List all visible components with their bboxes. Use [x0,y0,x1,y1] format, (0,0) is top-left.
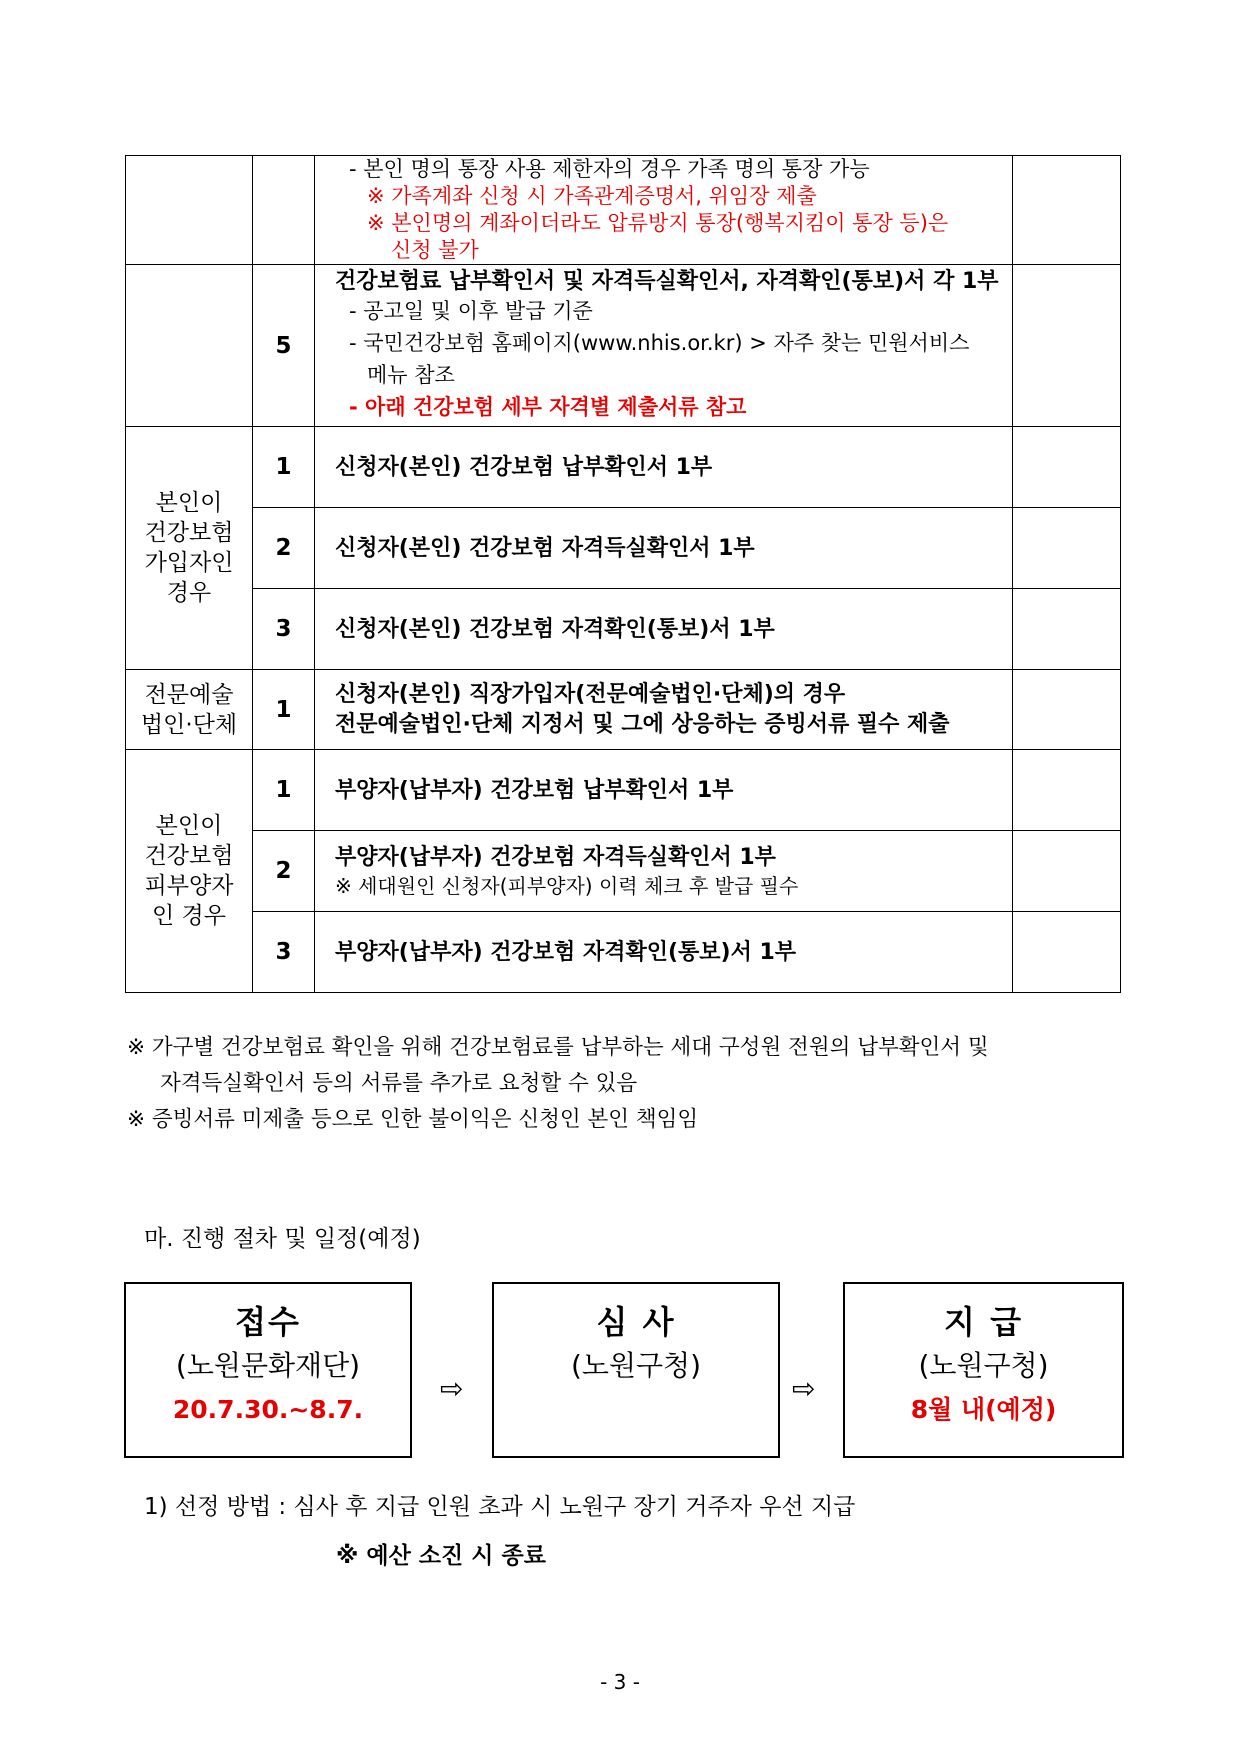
note-responsibility: ※ 증빙서류 미제출 등으로 인한 불이익은 신청인 본인 책임임 [127,1107,699,1132]
step-payment [843,1282,1124,1458]
step-receipt [124,1282,412,1458]
step-date: 8월 내(예정) [910,1395,1057,1424]
number-cell [253,156,315,265]
table-row [126,831,1121,912]
table-row [126,156,1121,265]
step-agency: (노원문화재단) [175,1349,361,1382]
page-number: - 3 - [600,1670,640,1694]
doc-item: 부양자(납부자) 건강보험 자격득실확인서 1부 ※ 세대원인 신청자(피부양자) 이력 체크 후 발급 필수 [315,831,1013,912]
budget-note: ※ 예산 소진 시 종료 [336,1543,546,1569]
row-number: 5 [253,265,315,427]
category-subscriber: 본인이 건강보험 가입자인 경우 [126,427,253,670]
step-title: 접수 [235,1303,301,1341]
row-number: 3 [253,589,315,670]
step-review [492,1282,780,1458]
step-agency: (노원구청) [570,1349,702,1382]
table-row [126,670,1121,750]
nhis-site-line: - 국민건강보험 홈페이지(www.nhis.or.kr) > 자주 찾는 민원서비스 [349,331,970,355]
row-number: 1 [253,670,315,750]
section-title: 마. 진행 절차 및 일정(예정) [144,1226,421,1252]
remark-cell [1013,912,1121,993]
step-date: 20.7.30.~8.7. [172,1395,364,1424]
doc-item: 신청자(본인) 건강보험 납부확인서 1부 [315,427,1013,508]
remark-cell [1013,265,1121,427]
remark-cell [1013,427,1121,508]
row-number: 2 [253,508,315,589]
remark-cell [1013,670,1121,750]
category-art-org: 전문예술 법인·단체 [126,670,253,750]
insurance-docs-title: 건강보험료 납부확인서 및 자격득실확인서, 자격확인(통보)서 각 1부 [335,269,999,294]
step-agency: (노원구청) [918,1349,1049,1382]
step-title: 심 사 [596,1303,676,1341]
family-account-note: ※ 가족계좌 신청 시 가족관계증명서, 위임장 제출 [367,184,817,208]
doc-item: 부양자(납부자) 건강보험 자격확인(통보)서 1부 [315,912,1013,993]
arrow-right-icon: ⇨ [792,1372,816,1405]
table-row [126,508,1121,589]
table-row [126,265,1121,427]
remark-cell [1013,750,1121,831]
step-title: 지 급 [944,1303,1023,1341]
table-row [126,750,1121,831]
account-line: - 본인 명의 통장 사용 제한자의 경우 가족 명의 통장 가능 [349,157,870,181]
insurance-docs-cell [315,265,1013,427]
remark-cell [1013,589,1121,670]
doc-item: 신청자(본인) 건강보험 자격확인(통보)서 1부 [315,589,1013,670]
doc-item: 신청자(본인) 직장가입자(전문예술법인·단체)의 경우 전문예술법인·단체 지정서 및 그에 상응하는 증빙서류 필수 제출 [315,670,1013,750]
category-cell [126,156,253,265]
doc-item: 부양자(납부자) 건강보험 납부확인서 1부 [315,750,1013,831]
dependent-note: ※ 세대원인 신청자(피부양자) 이력 체크 후 발급 필수 [335,874,799,898]
reference-line: - 아래 건강보험 세부 자격별 제출서류 참고 [349,395,747,419]
category-dependent: 본인이 건강보험 피부양자 인 경우 [126,750,253,993]
doc-item: 신청자(본인) 건강보험 자격득실확인서 1부 [315,508,1013,589]
selection-method: 1) 선정 방법 : 심사 후 지급 인원 초과 시 노원구 장기 거주자 우선 지급 [144,1494,856,1520]
row-number: 1 [253,427,315,508]
row-number: 3 [253,912,315,993]
row-number: 1 [253,750,315,831]
nhis-site-line-cont: 메뉴 참조 [367,363,455,387]
remark-cell [1013,156,1121,265]
table-row [126,427,1121,508]
requirements-table [125,155,1121,993]
account-notes-cell [315,156,1013,265]
note-household-cont: 자격득실확인서 등의 서류를 추가로 요청할 수 있음 [160,1071,638,1096]
remark-cell [1013,508,1121,589]
table-row [126,589,1121,670]
seizure-account-note: ※ 본인명의 계좌이더라도 압류방지 통장(행복지킴이 통장 등)은 [367,211,949,235]
seizure-account-note-cont: 신청 불가 [391,238,479,262]
row-number: 2 [253,831,315,912]
note-household: ※ 가구별 건강보험료 확인을 위해 건강보험료를 납부하는 세대 구성원 전원의 납부확인서 및 [127,1035,989,1060]
issue-date-line: - 공고일 및 이후 발급 기준 [349,299,593,323]
table-row [126,912,1121,993]
arrow-right-icon: ⇨ [440,1372,464,1405]
category-cell [126,265,253,427]
remark-cell [1013,831,1121,912]
